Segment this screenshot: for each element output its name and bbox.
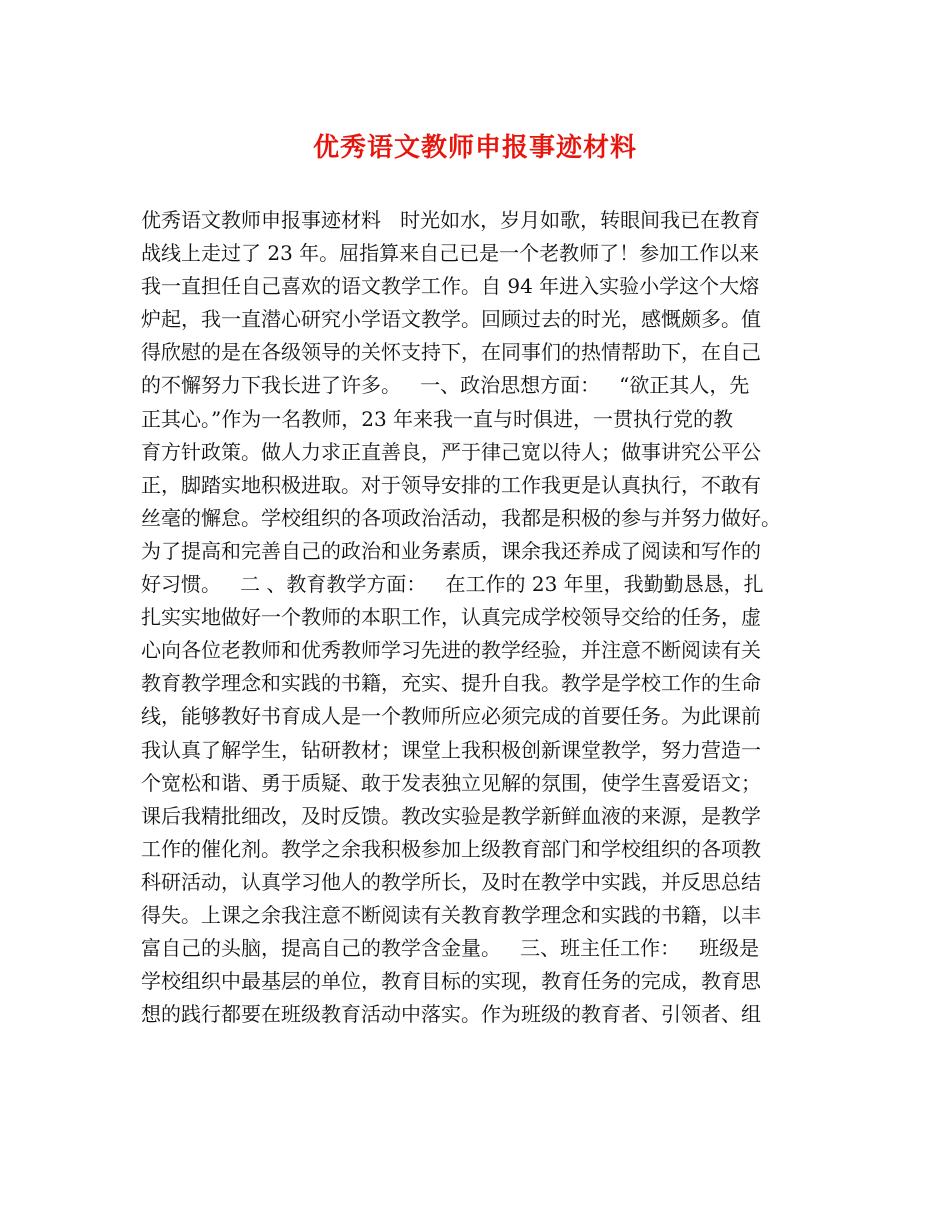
- text-line: 的不懈努力下我长进了许多。 一、政治思想方面： “欲正其人，先: [141, 373, 750, 398]
- text-line: 正其心。”作为一名教师，23 年来我一直与时俱进，一贯执行党的教: [141, 406, 734, 431]
- page-title: 优秀语文教师申报事迹材料: [312, 133, 637, 163]
- text-line: 得失。上课之余我注意不断阅读有关教育教学理念和实践的书籍，以丰: [141, 902, 761, 927]
- text-line: 心向各位老教师和优秀教师学习先进的教学经验，并注意不断阅读有关: [141, 638, 761, 663]
- text-line: 我一直担任自己喜欢的语文教学工作。自 94 年进入实验小学这个大熔: [141, 274, 760, 299]
- text-line: 优秀语文教师申报事迹材料 时光如水，岁月如歌，转眼间我已在教育: [141, 208, 761, 232]
- text-line: 我认真了解学生，钻研教材；课堂上我积极创新课堂教学，努力营造一: [141, 737, 761, 762]
- text-line: 想的践行都要在班级教育活动中落实。作为班级的教育者、引领者、组: [141, 1002, 761, 1027]
- body-text: [141, 204, 821, 1031]
- text-line: 课后我精批细改，及时反馈。教改实验是教学新鲜血液的来源，是教学: [141, 803, 761, 828]
- text-line: 个宽松和谐、勇于质疑、敢于发表独立见解的氛围，使学生喜爱语文；: [141, 770, 761, 795]
- text-line: 育方针政策。做人力求正直善良，严于律己宽以待人；做事讲究公平公: [141, 439, 761, 464]
- text-line: 丝毫的懈怠。学校组织的各项政治活动，我都是积极的参与并努力做好。: [141, 505, 781, 530]
- text-line: 科研活动，认真学习他人的教学所长，及时在教学中实践，并反思总结: [141, 869, 761, 894]
- text-line: 学校组织中最基层的单位，教育目标的实现，教育任务的完成，教育思: [141, 969, 761, 994]
- text-line: 炉起，我一直潜心研究小学语文教学。回顾过去的时光，感慨颇多。值: [141, 307, 761, 332]
- text-line: 战线上走过了 23 年。屈指算来自己已是一个老教师了！参加工作以来: [141, 241, 760, 266]
- text-line: 教育教学理念和实践的书籍，充实、提升自我。教学是学校工作的生命: [141, 671, 761, 696]
- text-line: 好习惯。 二 、教育教学方面： 在工作的 23 年里，我勤勤恳恳，扎: [141, 572, 764, 597]
- text-line: 线，能够教好书育成人是一个教师所应必须完成的首要任务。为此课前: [141, 704, 761, 729]
- text-line: 为了提高和完善自己的政治和业务素质，课余我还养成了阅读和写作的: [141, 538, 761, 563]
- text-line: 正，脚踏实地积极进取。对于领导安排的工作我更是认真执行，不敢有: [141, 472, 761, 497]
- text-line: 富自己的头脑，提高自己的教学含金量。 三、班主任工作： 班级是: [141, 936, 760, 961]
- text-line: 扎实实地做好一个教师的本职工作，认真完成学校领导交给的任务，虚: [141, 605, 761, 630]
- text-line: 得欣慰的是在各级领导的关怀支持下，在同事们的热情帮助下，在自己: [141, 340, 761, 365]
- text-line: 工作的催化剂。教学之余我积极参加上级教育部门和学校组织的各项教: [141, 836, 761, 861]
